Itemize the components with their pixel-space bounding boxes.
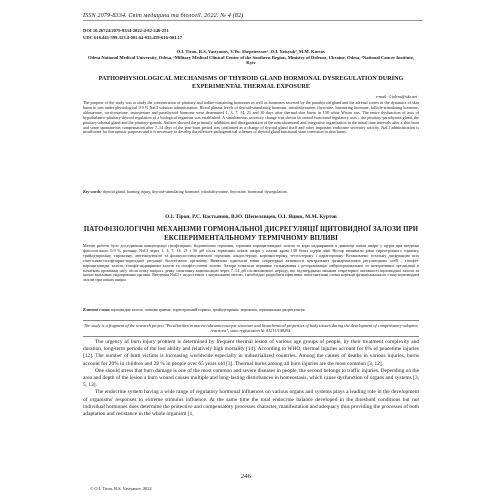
contact-email: e-mail: ©tolrna@ukr.net bbox=[375, 94, 417, 99]
copyright: © O.I. Tiron, R.S. Vastyanov, 2022 bbox=[90, 486, 152, 491]
divider-bottom bbox=[83, 336, 419, 337]
page-number: 246 bbox=[241, 473, 251, 480]
author-names: O.I. Tiron, R.S. Vastyanov, V.Yu. Shepeievtsov¹, O.I. Yatsyuk², M.M. Kurtov bbox=[176, 49, 326, 54]
research-note: The study is a fragment of the research project "Peculiarities in macro-/ultramicroscopic structure and histochemical properties of body tissues during the development of compensatory-adaptive reactions", state registration № 0121U108294. bbox=[83, 323, 419, 334]
author-affiliation: Odesa National Medical University, Odesa, ¹Military Medical Clinical Center of the Southern Region, Ministry of Defense, Ukraine, Odesa, ²National Cancer Institute, Kyiv bbox=[87, 54, 415, 66]
udc: UDC 616.441-599.323.4-001.64-035.459-616-001.17 bbox=[83, 35, 183, 40]
keywords-label-ua: Ключові слова: bbox=[83, 307, 111, 312]
keywords-en bbox=[83, 190, 419, 195]
journal-header: ISSN 2079-8334. Світ медицини та біології. 2022. № 4 (82) bbox=[83, 12, 423, 21]
body-paragraph-2: One should stress that burn damage is one of the most common and severe diseases in people, the second belongs to traffic injuries. Depending on the area and depth of the lesion a burn wound causes multiple and long-lasting disturbances in homeostasis, which cause dysfunction of organs and systems [3, 5, 13]. bbox=[83, 367, 419, 389]
article-title-en: PATHOPHYSIOLOGICAL MECHANISMS OF THYROID GLAND HORMONAL DYSREGULATION DURING EXPERIMENTAL THERMAL EXPOSURE bbox=[98, 75, 404, 90]
divider-top bbox=[83, 320, 419, 321]
article-title-ua: ПАТОФІЗІОЛОГІЧНІ МЕХАНІЗМИ ГОРМОНАЛЬНОЇ ДИСРЕГУЛЯЦІЇ ЩИТОВИДНОЇ ЗАЛОЗИ ПРИ ЕКСПЕРИМЕНТАЛЬНОМУ ТЕРМІЧНОМУ ВПЛИВІ bbox=[83, 226, 419, 242]
doi: DOI 10.26724/2079-8334-2022-4-82-246-251 bbox=[83, 28, 169, 33]
keywords-text-ua: щитовидна залоза, опікова травма, тиреотропний гормон, трийодтиронін, тироксин, гормональна дисрегуляція. bbox=[111, 307, 306, 312]
authors-ua: О.І. Тірон, Р.С. Вастьянов, В.Ю. Шепелєвцев, О.І. Яцюк, М.М. Куртов bbox=[165, 214, 337, 220]
authors-block bbox=[83, 49, 419, 66]
article-body bbox=[83, 339, 419, 418]
keywords-ua bbox=[83, 308, 419, 313]
body-paragraph-3: The endocrine system having a wide range of regulatory hormonal influences on various organs and systems plays a leading role in the development of organisms' responses to extreme stimulus influence. At the same time the total endocrine balance developed in the threshold conditions but not individual hormones does determine the protective and compensatory processes character, manifestation and adequacy thus providing the processes of both adaptation and resistance in the whole organism [1, bbox=[83, 389, 419, 418]
abstract-ua: Метою роботи було дослідження концентрації гіпофізарних, йодовмісних гормонів, гормонів паращитовидної залози та кори наднирників в динаміці опіків шкіри у щурів при введенні фізіологічного 0,9 % розчину NaCl через 1, 3, 7, 14, 21 і 30 діб після термічних опіків шкіри у плазмі крові 138 білих щурів лінії Вістар визначали рівні тиреотропного гормону, трийодтироніну, тироксину, лютеїнізуючого та фолікулостимулюючого гормонів, альдостерону, кортикостерону, тестостерону і паратгормону. Встановлено тотальну дисфункцію всіх гіпоталамо-гіпофізарно-тиреоїдної регуляції біологічного організму. Виявлено одночасні зміни секреторної активності центральних функціональних регуляторних осей – гіпофіз-паращитовидні залози, гіпофіз-наднирники залози та гіпофіз-статеві залози. Автори показали первинне гальмування і дезорганізацію нейрогормональної та інтегративної організації в початкові проміжки часу після опіку шкіри і деяку спонтанну компенсацію через 7–14 діб післяопікового періоду, що підтверджено змінами секреторної активності щитовидної залози та інших важливих ендокринних органів. Введення NaCl є недостатнім з лікувальною метою, і необхідно розробити ефективні патогенетичні схеми корекції функціонального стану щитовидної залози при опіках шкіри. bbox=[83, 243, 419, 283]
body-paragraph-1: The urgency of burn injury problem is determined by frequent thermal lesion of various age groups of people, by their treatment complexity and duration, long-term periods of the lost ability and relatively high mortality [14]. According to WHO, thermal injuries account for 6% of peacetime injuries [12]. The number of burn victims is increasing worldwide especially in industrialized countries. Among the causes of deaths in various injuries, burns account for 20% in children and 28 % in people over 65 years old [3]. Thermal burns among all burn injuries are the most common [3, 12]. bbox=[83, 339, 419, 367]
abstract-en: The purpose of the study was to study the concentration of pituitary and iodine-containing hormones as well as hormones secreted by the parathyroid gland and the adrenal cortex in the dynamics of skin burns in rats under physiological 0.9 % NaCl solution administration. Blood plasma levels of thyroid-stimulating hormone, triiodothyronine, thyroxine, luteinizing hormone, follicle-stimulating hormone, aldosterone, corticosterone, testosterone and parathyroid hormone were determined 1, 3, 7, 14, 21 and 30 days after thermal skin burns in 138 white Wistar rats. The entire dysfunction of axis of hypothalamic-pituitary-thyroid regulation of a biological organism was established. A simultaneous secretory change was shown in central functional regulatory axis – the pituitary-parathyroid gland, the pituitary-adrenal gland and the pituitary-gonads. Authors showed the primarily inhibition and disorganization of the neurohormonal and integrative organization in the initial time intervals after a skin burn and some spontaneous compensation after 7–14 days of the post-burn period was confirmed as a change of thyroid gland itself and other important endocrine secretory activity. NaCl administration is insufficient for therapeutic purposes and it is necessary to develop the effective pathogenetical schemes of thyroid gland functional state correction in skin burns. bbox=[83, 100, 419, 135]
keywords-text-en: thyroid gland, burning injury, thyroid-stimulating hormone, triiodothyronine, thyroxine, hormonal dysregulation. bbox=[102, 189, 288, 194]
keywords-label-en: Key words: bbox=[83, 189, 102, 194]
